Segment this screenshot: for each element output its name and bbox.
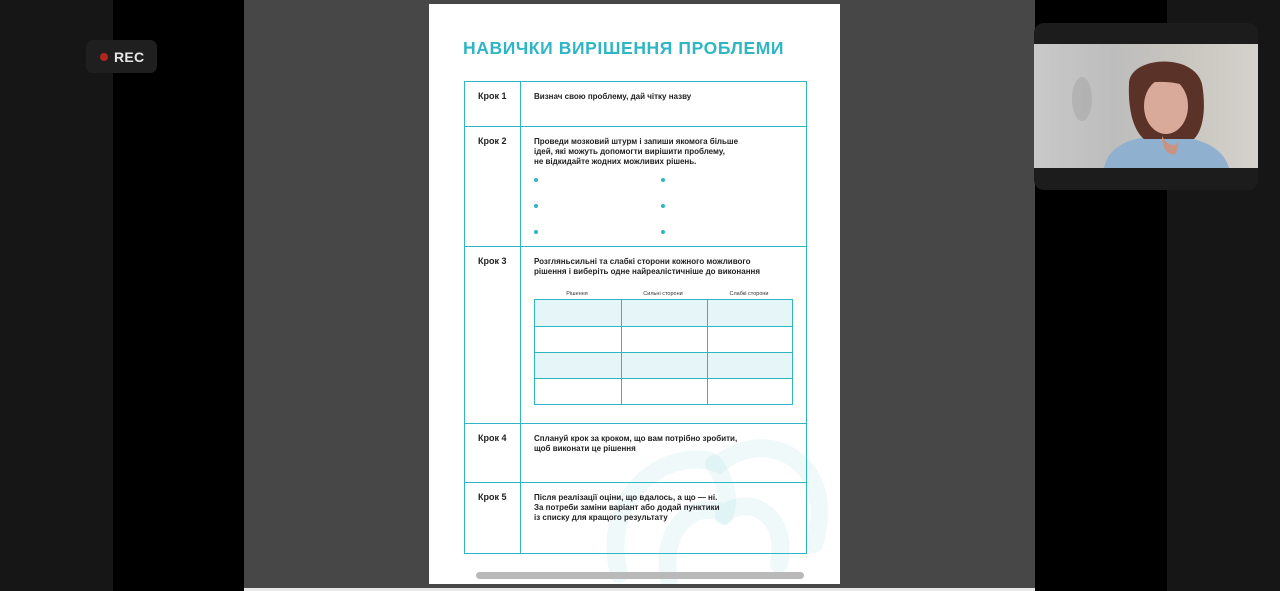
step-label: Крок 3	[465, 247, 521, 423]
table-row	[535, 300, 792, 326]
table-row	[535, 326, 792, 352]
step-text-line: Після реалізації оціни, що вдалось, а що — ні.	[534, 493, 718, 502]
horizontal-scrollbar[interactable]	[476, 572, 804, 579]
step-label: Крок 2	[465, 127, 521, 246]
recording-label: REC	[114, 48, 145, 65]
step-text-line: Проведи мозковий штурм і запиши якомога більше	[534, 137, 739, 146]
step-text-line: Сплануй крок за кроком, що вам потрібно зробити,	[534, 434, 738, 443]
table-row	[535, 352, 792, 378]
bullet-icon	[661, 204, 665, 208]
steps-table	[464, 81, 807, 554]
pros-cons-table	[534, 299, 793, 405]
step-text	[534, 493, 789, 523]
subtable-header: Рішення	[566, 291, 588, 297]
step-text-line: рішення і виберіть одне найреалістичніше до виконання	[534, 267, 761, 276]
step-text-line: щоб виконати це рішення	[534, 444, 636, 453]
participant-avatar-icon	[1034, 44, 1258, 168]
table-divider	[535, 326, 792, 327]
bullet-icon	[534, 204, 538, 208]
step-text-line: Розгляньсильні та слабкі сторони кожного можливого	[534, 257, 751, 266]
step-text	[534, 257, 789, 277]
step-row-5	[465, 483, 806, 553]
step-label: Крок 5	[465, 483, 521, 553]
record-dot-icon	[100, 53, 108, 61]
participant-video-tile[interactable]	[1034, 23, 1258, 190]
participant-video	[1034, 44, 1258, 168]
step-text-line: не відкидайте жодних можливих рішень.	[534, 157, 697, 166]
step-text-line: із списку для кращого результату	[534, 513, 668, 522]
step-text-line: За потреби заміни варіант або додай пунктики	[534, 503, 720, 512]
step-row-2	[465, 127, 806, 247]
step-text	[534, 434, 789, 454]
page-title: НАВИЧКИ ВИРІШЕННЯ ПРОБЛЕМИ	[463, 38, 785, 58]
table-divider	[535, 352, 792, 353]
recording-indicator[interactable]	[86, 40, 157, 73]
bullet-icon	[661, 230, 665, 234]
bullet-icon	[534, 230, 538, 234]
table-divider	[535, 378, 792, 379]
step-text	[534, 137, 789, 167]
table-divider	[707, 300, 708, 404]
subtable-header: Слабкі сторони	[729, 291, 769, 297]
subtable-header: Сильні сторони	[643, 291, 683, 297]
document-page	[429, 4, 840, 584]
step-label: Крок 1	[465, 82, 521, 126]
step-row-4	[465, 424, 806, 483]
table-row	[535, 378, 792, 404]
table-divider	[621, 300, 622, 404]
left-panel	[0, 0, 113, 591]
step-label: Крок 4	[465, 424, 521, 482]
step-row-1	[465, 82, 806, 127]
step-text: Визнач свою проблему, дай чітку назву	[534, 92, 692, 101]
bullet-icon	[534, 178, 538, 182]
step-text-line: ідей, які можуть допомогти вирішити проблему,	[534, 147, 725, 156]
bullet-icon	[661, 178, 665, 182]
